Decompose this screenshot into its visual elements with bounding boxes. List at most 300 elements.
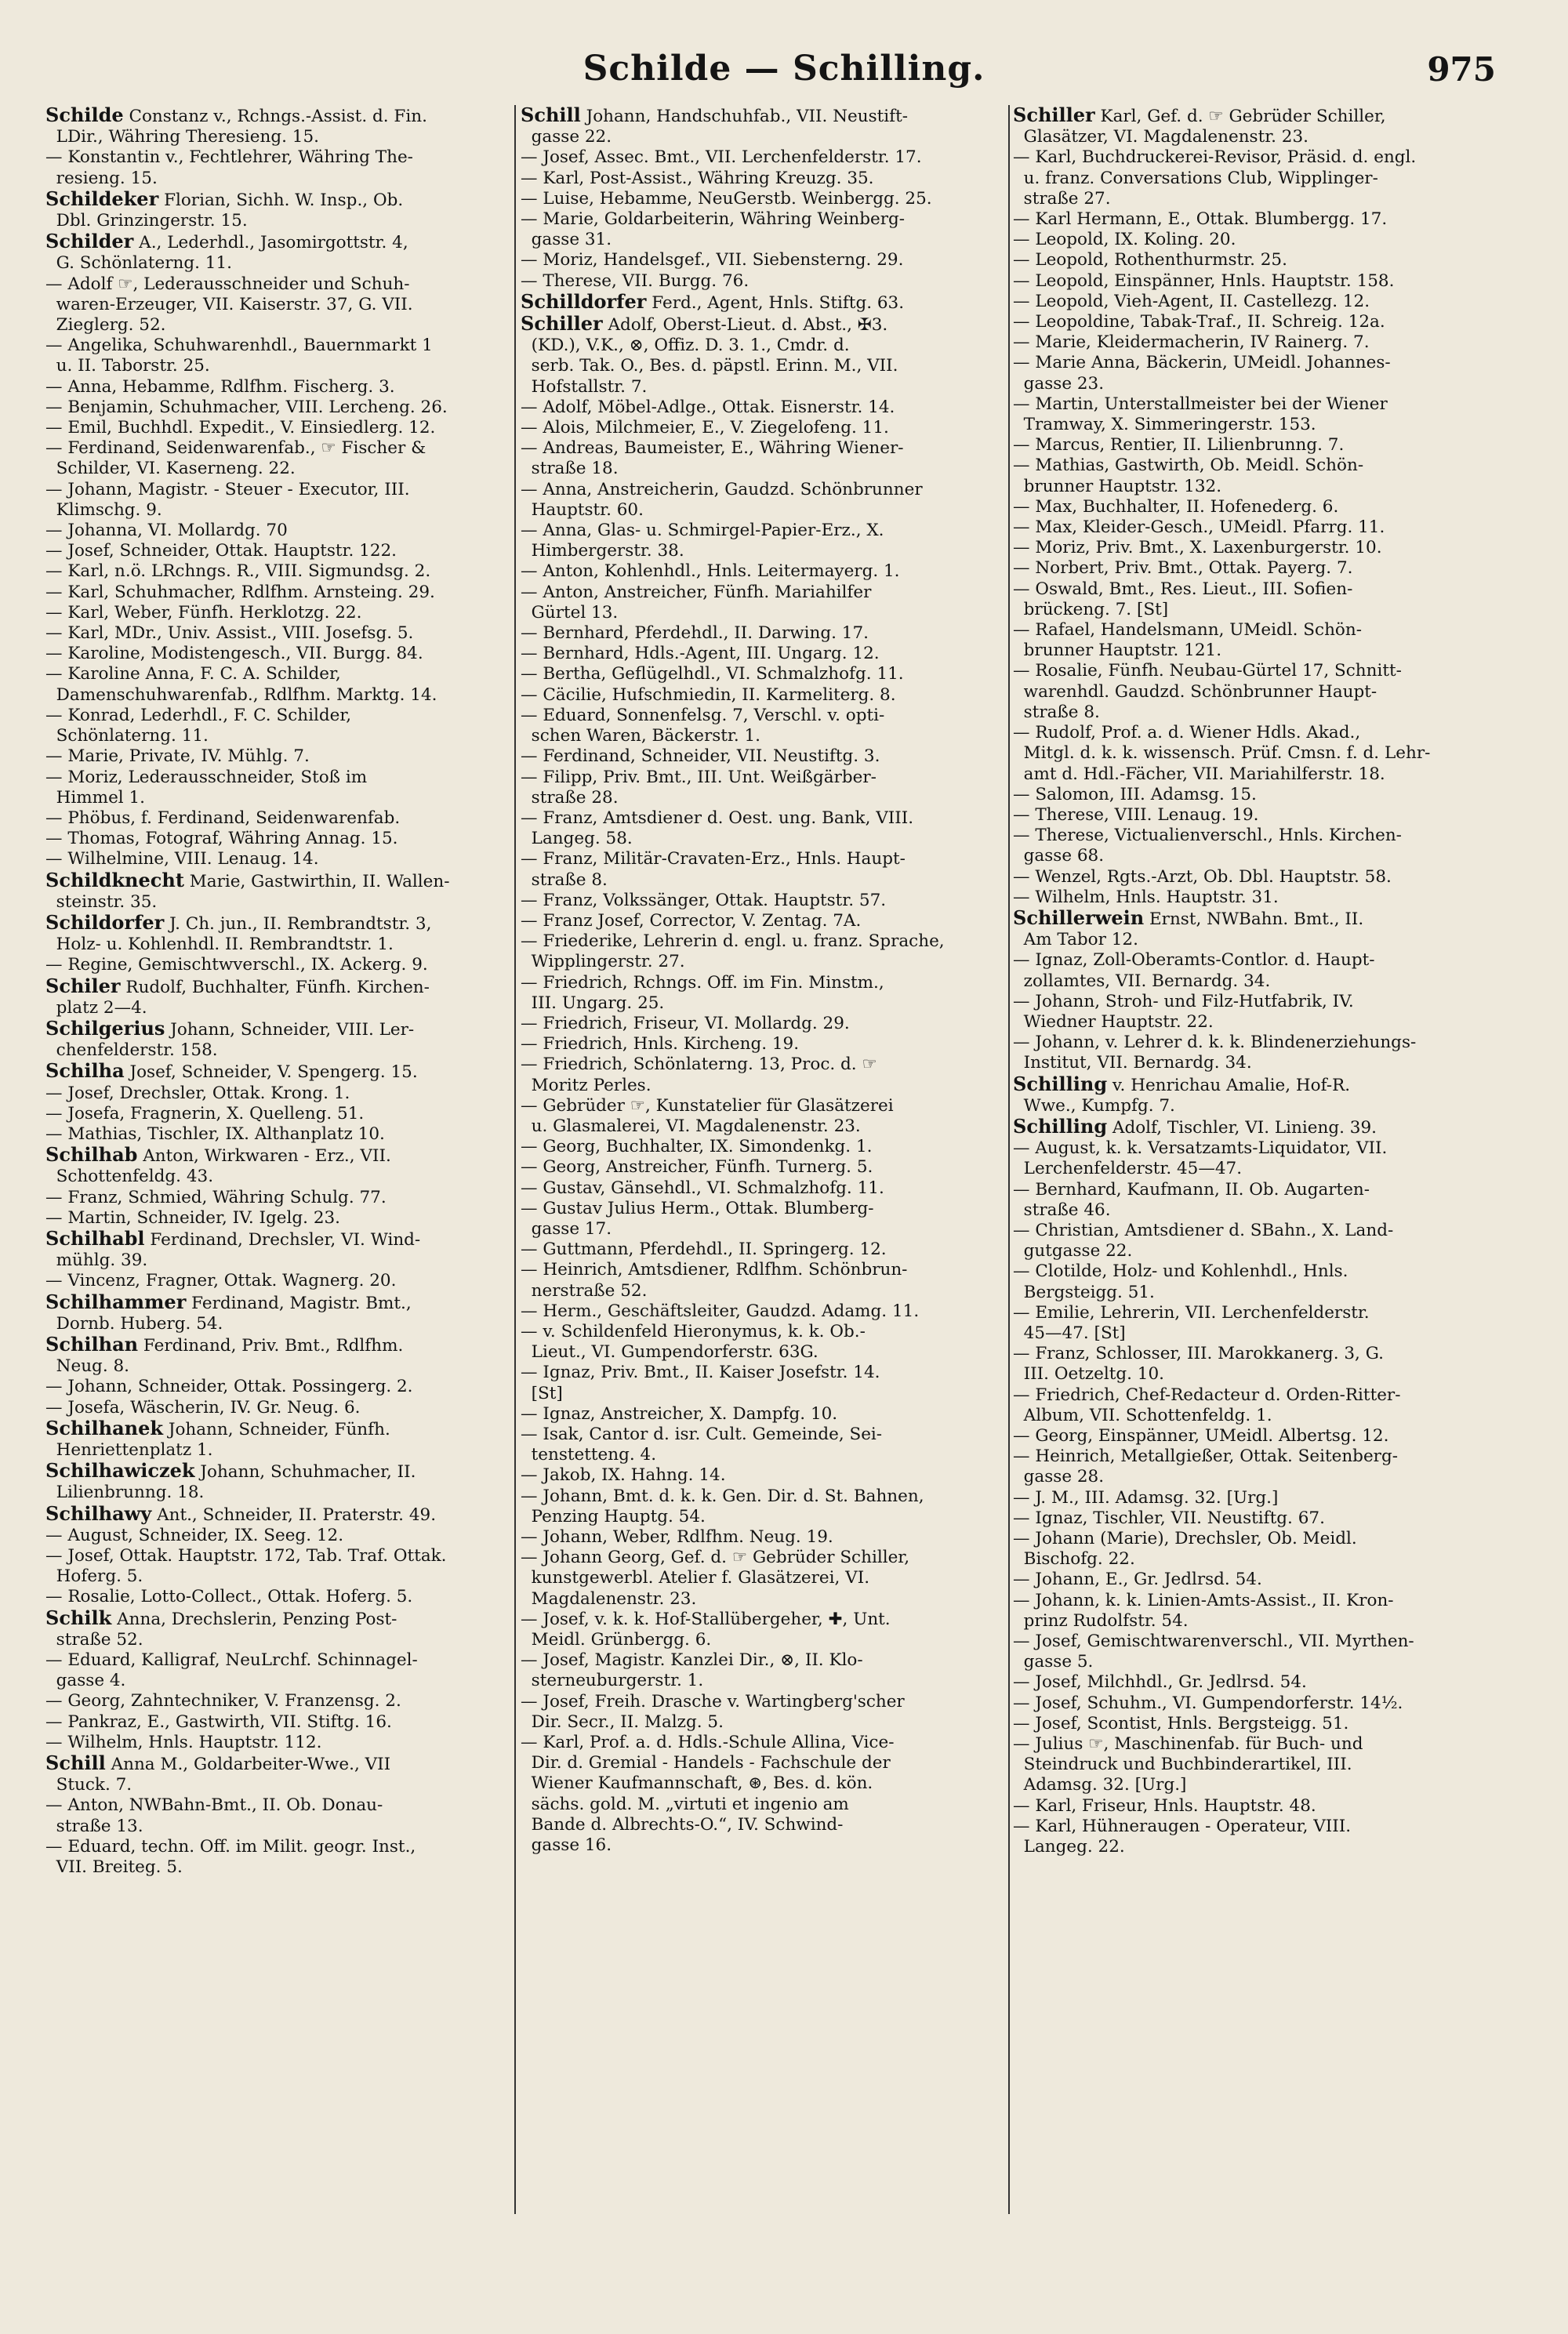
directory-line	[45, 231, 508, 253]
directory-line	[521, 1404, 983, 1425]
entry-text: — Friedrich, Chef-Redacteur d. Orden-Ritter-	[1013, 1385, 1401, 1405]
entry-text: — Johann, E., Gr. Jedlrsd. 54.	[1013, 1570, 1262, 1590]
entry-text: Ferdinand, Drechsler, VI. Wind-	[144, 1229, 421, 1250]
directory-line	[521, 397, 983, 418]
directory-line	[521, 1096, 983, 1116]
directory-line	[521, 973, 983, 993]
entry-text: Schilder, VI. Kaserneng. 22.	[45, 459, 296, 479]
entry-text: platz 2—4.	[45, 997, 147, 1018]
directory-line	[1013, 1138, 1475, 1159]
entry-text: warenhdl. Gaudzd. Schönbrunner Haupt-	[1013, 681, 1377, 702]
directory-line	[45, 1377, 508, 1397]
directory-line	[45, 1208, 508, 1229]
entry-text: — Eduard, Kalligraf, NeuLrchf. Schinnagel-	[45, 1650, 418, 1671]
directory-line	[1013, 1303, 1475, 1323]
entry-text: u. franz. Conversations Club, Wipplinger-	[1013, 168, 1378, 188]
directory-line	[45, 1671, 508, 1691]
entry-text: — Johann, Stroh- und Filz-Hutfabrik, IV.	[1013, 991, 1354, 1011]
surname-heading: Schildeker	[45, 188, 159, 210]
entry-text: Mitgl. d. k. k. wissensch. Prüf. Cmsn. f. d. Lehr-	[1013, 743, 1431, 764]
entry-text: Langeg. 22.	[1013, 1837, 1125, 1857]
directory-line	[1013, 1406, 1475, 1426]
entry-text: — Johann, Magistr. - Steuer - Executor, III.	[45, 479, 410, 499]
entry-text: v. Henrichau Amalie, Hof-R.	[1107, 1075, 1351, 1095]
entry-text: — Josef, Magistr. Kanzlei Dir., ⊗, II. Klo-	[521, 1650, 863, 1671]
directory-line	[1013, 312, 1475, 332]
entry-text: sächs. gold. M. „virtuti et ingenio am	[521, 1794, 849, 1814]
directory-line	[45, 1650, 508, 1671]
directory-line	[521, 356, 983, 376]
entry-text: — Wilhelm, Hnls. Hauptstr. 31.	[1013, 887, 1279, 907]
directory-line	[1013, 1221, 1475, 1241]
entry-text: Bischofg. 22.	[1013, 1549, 1135, 1570]
directory-line	[1013, 1837, 1475, 1857]
directory-line	[521, 1568, 983, 1588]
directory-line	[1013, 1549, 1475, 1570]
directory-line	[45, 1124, 508, 1145]
entry-text: — Ignaz, Anstreicher, X. Dampfg. 10.	[521, 1403, 838, 1424]
directory-line	[45, 1356, 508, 1377]
surname-heading: Schillerwein	[1013, 907, 1145, 929]
directory-line	[1013, 1116, 1475, 1138]
directory-line	[45, 998, 508, 1018]
surname-heading: Schilling	[1013, 1073, 1108, 1095]
entry-text: gutgasse 22.	[1013, 1241, 1133, 1261]
directory-line	[1013, 1053, 1475, 1073]
entry-text: nerstraße 52.	[521, 1280, 648, 1301]
entry-text: (KD.), V.K., ⊗, Offiz. D. 3. 1., Cmdr. d.	[521, 336, 850, 356]
directory-line	[45, 583, 508, 603]
entry-text: zollamtes, VII. Bernardg. 34.	[1013, 971, 1271, 991]
directory-line	[521, 726, 983, 746]
entry-text: — Leopold, IX. Koling. 20.	[1013, 230, 1236, 250]
directory-line	[521, 1753, 983, 1773]
entry-text: J. Ch. jun., II. Rembrandtstr. 3,	[164, 913, 432, 934]
column-2	[521, 105, 983, 2300]
directory-line	[45, 1504, 508, 1526]
directory-line	[45, 1608, 508, 1630]
directory-line	[45, 480, 508, 500]
entry-text: — Ignaz, Priv. Bmt., II. Kaiser Josefstr. 14.	[521, 1363, 880, 1383]
entry-text: — Marie, Private, IV. Mühlg. 7.	[45, 746, 310, 767]
directory-line	[1013, 1283, 1475, 1303]
entry-text: III. Ungarg. 25.	[521, 993, 665, 1013]
directory-line	[521, 1137, 983, 1157]
entry-text: — Angelika, Schuhwarenhdl., Bauernmarkt 1	[45, 336, 433, 356]
directory-line	[521, 250, 983, 270]
entry-text: — Josefa, Wäscherin, IV. Gr. Neug. 6.	[45, 1397, 361, 1417]
directory-line	[521, 1301, 983, 1322]
directory-line	[45, 1229, 508, 1250]
directory-line	[45, 500, 508, 521]
entry-text: Johann, Schneider, VIII. Ler-	[165, 1019, 415, 1040]
directory-line	[521, 1034, 983, 1054]
entry-text: Wiedner Hauptstr. 22.	[1013, 1011, 1214, 1032]
entry-text: — Rafael, Handelsmann, UMeidl. Schön-	[1013, 620, 1362, 641]
directory-line	[1013, 950, 1475, 971]
directory-line	[521, 788, 983, 808]
directory-line	[45, 1587, 508, 1607]
directory-line	[521, 1835, 983, 1856]
directory-line	[521, 169, 983, 189]
directory-line	[45, 1733, 508, 1753]
directory-line	[1013, 702, 1475, 723]
entry-text: — Josef, Scontist, Hnls. Bergsteigg. 51.	[1013, 1713, 1349, 1733]
entry-text: Anna, Drechslerin, Penzing Post-	[111, 1609, 397, 1629]
directory-line	[1013, 105, 1475, 127]
entry-text: — Ignaz, Zoll-Oberamts-Contlor. d. Haupt-	[1013, 950, 1375, 971]
entry-text: — Therese, Victualienverschl., Hnls. Kirchen-	[1013, 826, 1402, 846]
entry-text: — Karl, n.ö. LRchngs. R., VIII. Sigmundsg. 2.	[45, 561, 431, 582]
entry-text: 45—47. [St]	[1013, 1323, 1126, 1343]
entry-text: Josef, Schneider, V. Spengerg. 15.	[124, 1062, 418, 1083]
surname-heading: Schilha	[45, 1061, 125, 1083]
directory-line	[45, 1418, 508, 1440]
directory-line	[521, 438, 983, 459]
entry-text: III. Oetzeltg. 10.	[1013, 1364, 1164, 1385]
directory-line	[45, 623, 508, 644]
directory-line	[1013, 1693, 1475, 1714]
directory-line	[1013, 250, 1475, 270]
directory-line	[1013, 826, 1475, 846]
entry-text: amt d. Hdl.-Fächer, VII. Mariahilferstr. 18.	[1013, 764, 1385, 784]
directory-line	[45, 336, 508, 356]
entry-text: — Ferdinand, Schneider, VII. Neustiftg. 3.	[521, 746, 880, 767]
directory-line	[45, 955, 508, 975]
directory-line	[45, 1691, 508, 1711]
entry-text: — Mathias, Tischler, IX. Althanplatz 10.	[45, 1123, 385, 1144]
directory-line	[1013, 600, 1475, 620]
entry-text: — Johann (Marie), Drechsler, Ob. Meidl.	[1013, 1529, 1357, 1549]
entry-text: Dornb. Huberg. 54.	[45, 1313, 223, 1334]
directory-line	[1013, 1570, 1475, 1590]
directory-line	[45, 976, 508, 998]
entry-text: — Herm., Geschäftsleiter, Gaudzd. Adamg. 11.	[521, 1301, 920, 1321]
directory-line	[521, 1650, 983, 1671]
entry-text: — Jakob, IX. Hahng. 14.	[521, 1465, 726, 1486]
entry-text: — Josef, Assec. Bmt., VII. Lerchenfelderstr. 17.	[521, 147, 922, 168]
directory-line	[521, 644, 983, 664]
directory-line	[521, 891, 983, 911]
directory-line	[45, 664, 508, 684]
directory-line	[1013, 127, 1475, 147]
surname-heading: Schilhan	[45, 1334, 139, 1356]
entry-text: Adamsg. 32. [Urg.]	[1013, 1775, 1187, 1795]
entry-text: — Friederike, Lehrerin d. engl. u. franz. Sprache,	[521, 931, 945, 952]
entry-text: — Josef, Schuhm., VI. Gumpendorferstr. 14½.	[1013, 1693, 1403, 1713]
entry-text: — Pankraz, E., Gastwirth, VII. Stiftg. 16.	[45, 1711, 392, 1732]
entry-text: — Wenzel, Rgts.-Arzt, Ob. Dbl. Hauptstr. 58.	[1013, 866, 1392, 887]
directory-line	[45, 541, 508, 561]
entry-text: — Karl, Buchdruckerei-Revisor, Präsid. d. engl.	[1013, 147, 1417, 168]
entry-text: prinz Rudolfstr. 54.	[1013, 1610, 1189, 1631]
entry-text: Bande d. Albrechts-O.“, IV. Schwind-	[521, 1814, 844, 1835]
entry-text: Ferdinand, Priv. Bmt., Rdlfhm.	[138, 1335, 404, 1356]
directory-line	[45, 1061, 508, 1083]
entry-text: — Filipp, Priv. Bmt., III. Unt. Weißgärber-	[521, 767, 877, 787]
entry-text: gasse 68.	[1013, 846, 1105, 866]
entry-text: Ferdinand, Magistr. Bmt.,	[186, 1293, 412, 1313]
entry-text: gasse 31.	[521, 230, 612, 250]
directory-line	[45, 315, 508, 336]
directory-line	[45, 1775, 508, 1795]
entry-text: straße 28.	[521, 787, 619, 808]
directory-line	[45, 1334, 508, 1356]
directory-line	[521, 1610, 983, 1630]
directory-line	[1013, 1817, 1475, 1837]
directory-line	[1013, 1261, 1475, 1282]
directory-line	[521, 1589, 983, 1610]
directory-line	[45, 1857, 508, 1878]
entry-text: Lilienbrunng. 18.	[45, 1483, 205, 1503]
entry-text: — Moriz, Priv. Bmt., X. Laxenburgerstr. 10.	[1013, 538, 1382, 558]
directory-line	[1013, 930, 1475, 950]
directory-line	[1013, 1033, 1475, 1053]
directory-line	[45, 1630, 508, 1650]
entry-text: — Franz, Schmied, Währing Schulg. 77.	[45, 1187, 387, 1207]
entry-text: — Vincenz, Fragner, Ottak. Wagnerg. 20.	[45, 1271, 397, 1291]
directory-line	[521, 189, 983, 209]
directory-line	[45, 356, 508, 376]
entry-text: — Georg, Buchhalter, IX. Simondenkg. 1.	[521, 1137, 873, 1157]
entry-text: — Friedrich, Schönlaterng. 13, Proc. d. ☞	[521, 1054, 877, 1075]
directory-line	[1013, 332, 1475, 353]
directory-line	[521, 271, 983, 292]
directory-line	[521, 911, 983, 931]
entry-text: — Ferdinand, Seidenwarenfab., ☞ Fischer &	[45, 438, 426, 459]
entry-text: Adolf, Oberst-Lieut. d. Abst., ✠3.	[602, 315, 888, 336]
directory-line	[1013, 1200, 1475, 1221]
entry-text: — Therese, VII. Burgg. 76.	[521, 270, 750, 291]
entry-text: — Gebrüder ☞, Kunstatelier für Glasätzerei	[521, 1095, 894, 1116]
entry-text: — Martin, Unterstallmeister bei der Wiener	[1013, 394, 1388, 414]
directory-line	[521, 521, 983, 541]
entry-text: Dir. Secr., II. Malzg. 5.	[521, 1711, 724, 1732]
directory-line	[521, 459, 983, 479]
entry-text: — Anton, Kohlenhdl., Hnls. Leitermayerg. 1.	[521, 561, 900, 582]
directory-line	[45, 603, 508, 623]
directory-line	[45, 892, 508, 913]
entry-text: — Wilhelmine, VIII. Lenaug. 14.	[45, 849, 319, 869]
directory-line	[1013, 1426, 1475, 1446]
directory-line	[45, 105, 508, 127]
directory-line	[45, 1104, 508, 1124]
entry-text: Damenschuhwarenfab., Rdlfhm. Marktg. 14.	[45, 684, 437, 705]
entry-text: G. Schönlaterng. 11.	[45, 253, 232, 274]
surname-heading: Schilhawy	[45, 1503, 152, 1525]
directory-line	[521, 1486, 983, 1507]
entry-text: Holz- u. Kohlenhdl. II. Rembrandtstr. 1.	[45, 935, 394, 955]
directory-line	[521, 1322, 983, 1342]
entry-text: Moritz Perles.	[521, 1075, 652, 1095]
entry-text: Johann, Handschuhfab., VII. Neustift-	[580, 107, 908, 126]
directory-line	[521, 952, 983, 972]
directory-line	[1013, 1529, 1475, 1549]
surname-heading: Schill	[45, 1753, 106, 1775]
entry-text: — Max, Buchhalter, II. Hofenederg. 6.	[1013, 496, 1339, 517]
entry-text: — Karoline, Modistengesch., VII. Burgg. 84.	[45, 644, 423, 664]
directory-line	[521, 849, 983, 869]
entry-text: Wwe., Kumpfg. 7.	[1013, 1095, 1175, 1116]
surname-heading: Schildorfer	[45, 912, 165, 934]
entry-text: steinstr. 35.	[45, 891, 158, 912]
entry-text: — Bernhard, Pferdehdl., II. Darwing. 17.	[521, 623, 869, 644]
surname-heading: Schilder	[45, 231, 134, 253]
entry-text: — Salomon, III. Adamsg. 15.	[1013, 784, 1257, 804]
entry-text: — Christian, Amtsdiener d. SBahn., X. Land-	[1013, 1220, 1394, 1240]
surname-heading: Schilhab	[45, 1145, 138, 1167]
directory-line	[1013, 805, 1475, 826]
directory-line	[45, 849, 508, 869]
entry-text: straße 27.	[1013, 188, 1111, 209]
entry-text: Glasätzer, VI. Magdalenenstr. 23.	[1013, 127, 1308, 147]
directory-line	[1013, 353, 1475, 373]
entry-text: brunner Hauptstr. 121.	[1013, 641, 1222, 661]
entry-text: Florian, Sichh. W. Insp., Ob.	[158, 190, 404, 210]
directory-line	[45, 829, 508, 849]
entry-text: gasse 22.	[521, 127, 612, 147]
entry-text: — Karl, Hühneraugen - Operateur, VIII.	[1013, 1816, 1352, 1836]
directory-line	[1013, 497, 1475, 517]
entry-text: mühlg. 39.	[45, 1250, 148, 1271]
entry-text: Lerchenfelderstr. 45—47.	[1013, 1159, 1243, 1179]
directory-line	[521, 377, 983, 397]
entry-text: — Andreas, Baumeister, E., Währing Wiener-	[521, 438, 904, 459]
entry-text: waren-Erzeuger, VII. Kaiserstr. 37, G. VII.	[45, 294, 413, 314]
directory-line	[521, 418, 983, 438]
directory-line	[1013, 1446, 1475, 1467]
entry-text: Henriettenplatz 1.	[45, 1440, 213, 1460]
directory-line	[45, 808, 508, 829]
directory-line	[521, 1548, 983, 1568]
directory-line	[521, 1076, 983, 1096]
entry-text: u. Glasmalerei, VI. Magdalenenstr. 23.	[521, 1116, 861, 1136]
entry-text: Wipplingerstr. 27.	[521, 952, 685, 972]
entry-text: — Guttmann, Pferdehdl., II. Springerg. 12.	[521, 1240, 887, 1260]
entry-text: — August, Schneider, IX. Seeg. 12.	[45, 1525, 344, 1545]
entry-text: — Karl, Friseur, Hnls. Hauptstr. 48.	[1013, 1795, 1316, 1816]
directory-line	[45, 1526, 508, 1546]
entry-text: brückeng. 7. [St]	[1013, 599, 1169, 619]
directory-line	[521, 664, 983, 684]
entry-text: Schönlaterng. 11.	[45, 726, 209, 746]
directory-line	[1013, 641, 1475, 661]
entry-text: — Franz, Amtsdiener d. Oest. ung. Bank, VIII.	[521, 808, 914, 828]
surname-heading: Schiller	[521, 314, 603, 336]
directory-line	[1013, 764, 1475, 785]
directory-line	[45, 274, 508, 295]
entry-text: — Konrad, Lederhdl., F. C. Schilder,	[45, 705, 352, 725]
directory-line	[1013, 1775, 1475, 1795]
directory-line	[1013, 579, 1475, 600]
entry-text: — Josef, Gemischtwarenverschl., VII. Myrthen-	[1013, 1632, 1414, 1652]
entry-text: — Anna, Glas- u. Schmirgel-Papier-Erz., X.	[521, 521, 884, 541]
directory-line	[45, 127, 508, 147]
entry-text: — Oswald, Bmt., Res. Lieut., III. Sofien-	[1013, 579, 1353, 599]
entry-text: — Josefa, Fragnerin, X. Quelleng. 51.	[45, 1103, 365, 1123]
running-head: Schilde — Schilling.	[583, 49, 985, 89]
entry-text: Hoferg. 5.	[45, 1566, 143, 1587]
directory-line	[45, 706, 508, 726]
directory-line	[45, 788, 508, 808]
directory-line	[1013, 271, 1475, 292]
directory-line	[521, 1773, 983, 1794]
entry-text: — Karl, Weber, Fünfh. Herklotzg. 22.	[45, 602, 362, 623]
entry-text: — Josef, Freih. Drasche v. Wartingberg'scher	[521, 1691, 905, 1711]
entry-text: — Isak, Cantor d. isr. Cult. Gemeinde, Sei-	[521, 1425, 883, 1444]
directory-line	[521, 993, 983, 1014]
directory-line	[521, 1157, 983, 1178]
directory-line	[521, 1815, 983, 1835]
entry-text: — Karl, Prof. a. d. Hdls.-Schule Allina, Vice-	[521, 1733, 895, 1753]
entry-text: — Bertha, Geflügelhdl., VI. Schmalzhofg. 11.	[521, 664, 904, 684]
entry-text: — Franz Josef, Corrector, V. Zentag. 7A.	[521, 910, 862, 931]
entry-text: schen Waren, Bäckerstr. 1.	[521, 726, 761, 746]
entry-text: straße 8.	[1013, 702, 1100, 722]
directory-line	[521, 1630, 983, 1650]
directory-line	[521, 829, 983, 849]
directory-line	[45, 1817, 508, 1837]
directory-line	[1013, 1508, 1475, 1529]
entry-text: — Bernhard, Hdls.-Agent, III. Ungarg. 12.	[521, 644, 880, 664]
directory-line	[1013, 435, 1475, 456]
directory-line	[45, 1084, 508, 1104]
entry-text: — v. Schildenfeld Hieronymus, k. k. Ob.-	[521, 1321, 866, 1341]
directory-line	[1013, 147, 1475, 168]
entry-text: — Phöbus, f. Ferdinand, Seidenwarenfab.	[45, 808, 401, 828]
entry-text: Am Tabor 12.	[1013, 930, 1138, 950]
directory-line	[1013, 1344, 1475, 1364]
entry-text: gasse 28.	[1013, 1467, 1105, 1487]
entry-text: — Friedrich, Rchngs. Off. im Fin. Minstm.,	[521, 972, 884, 993]
entry-text: — Emil, Buchhdl. Expedit., V. Einsiedlerg. 12.	[45, 418, 436, 438]
directory-line	[521, 480, 983, 500]
entry-text: — Heinrich, Amtsdiener, Rdlfhm. Schönbrun-	[521, 1260, 908, 1280]
entry-text: — Anton, NWBahn-Bmt., II. Ob. Donau-	[45, 1795, 383, 1816]
entry-text: — Josef, Drechsler, Ottak. Krong. 1.	[45, 1083, 350, 1103]
entry-text: straße 18.	[521, 459, 619, 479]
directory-line	[1013, 1467, 1475, 1487]
directory-line	[1013, 1632, 1475, 1652]
entry-text: — Johann, k. k. Linien-Amts-Assist., II. Kron-	[1013, 1590, 1394, 1610]
directory-line	[45, 1753, 508, 1775]
entry-text: A., Lederhdl., Jasomirgottstr. 4,	[133, 233, 408, 253]
directory-line	[45, 1018, 508, 1040]
page-header	[0, 49, 1568, 96]
entry-text: — Georg, Anstreicher, Fünfh. Turnerg. 5.	[521, 1157, 873, 1178]
surname-heading: Schilde	[45, 105, 124, 126]
entry-text: Album, VII. Schottenfeldg. 1.	[1013, 1405, 1272, 1425]
directory-line	[521, 808, 983, 829]
directory-line	[1013, 1074, 1475, 1096]
entry-text: — Konstantin v., Fechtlehrer, Währing The-	[45, 147, 413, 168]
directory-line	[1013, 456, 1475, 476]
directory-line	[1013, 867, 1475, 888]
directory-line	[1013, 1591, 1475, 1611]
entry-text: Klimschg. 9.	[45, 499, 162, 520]
directory-line	[1013, 682, 1475, 702]
entry-text: Dbl. Grinzingerstr. 15.	[45, 211, 248, 231]
entry-text: — Rosalie, Lotto-Collect., Ottak. Hoferg. 5.	[45, 1587, 413, 1607]
directory-line	[1013, 888, 1475, 908]
entry-text: chenfelderstr. 158.	[45, 1040, 218, 1061]
entry-text: — Benjamin, Schuhmacher, VIII. Lercheng. 26.	[45, 397, 448, 417]
directory-line	[521, 706, 983, 726]
directory-line	[1013, 1180, 1475, 1200]
directory-line	[521, 1445, 983, 1465]
entry-text: — Gustav Julius Herm., Ottak. Blumberg-	[521, 1198, 874, 1218]
entry-text: — Emilie, Lehrerin, VII. Lerchenfelderstr.	[1013, 1302, 1370, 1323]
